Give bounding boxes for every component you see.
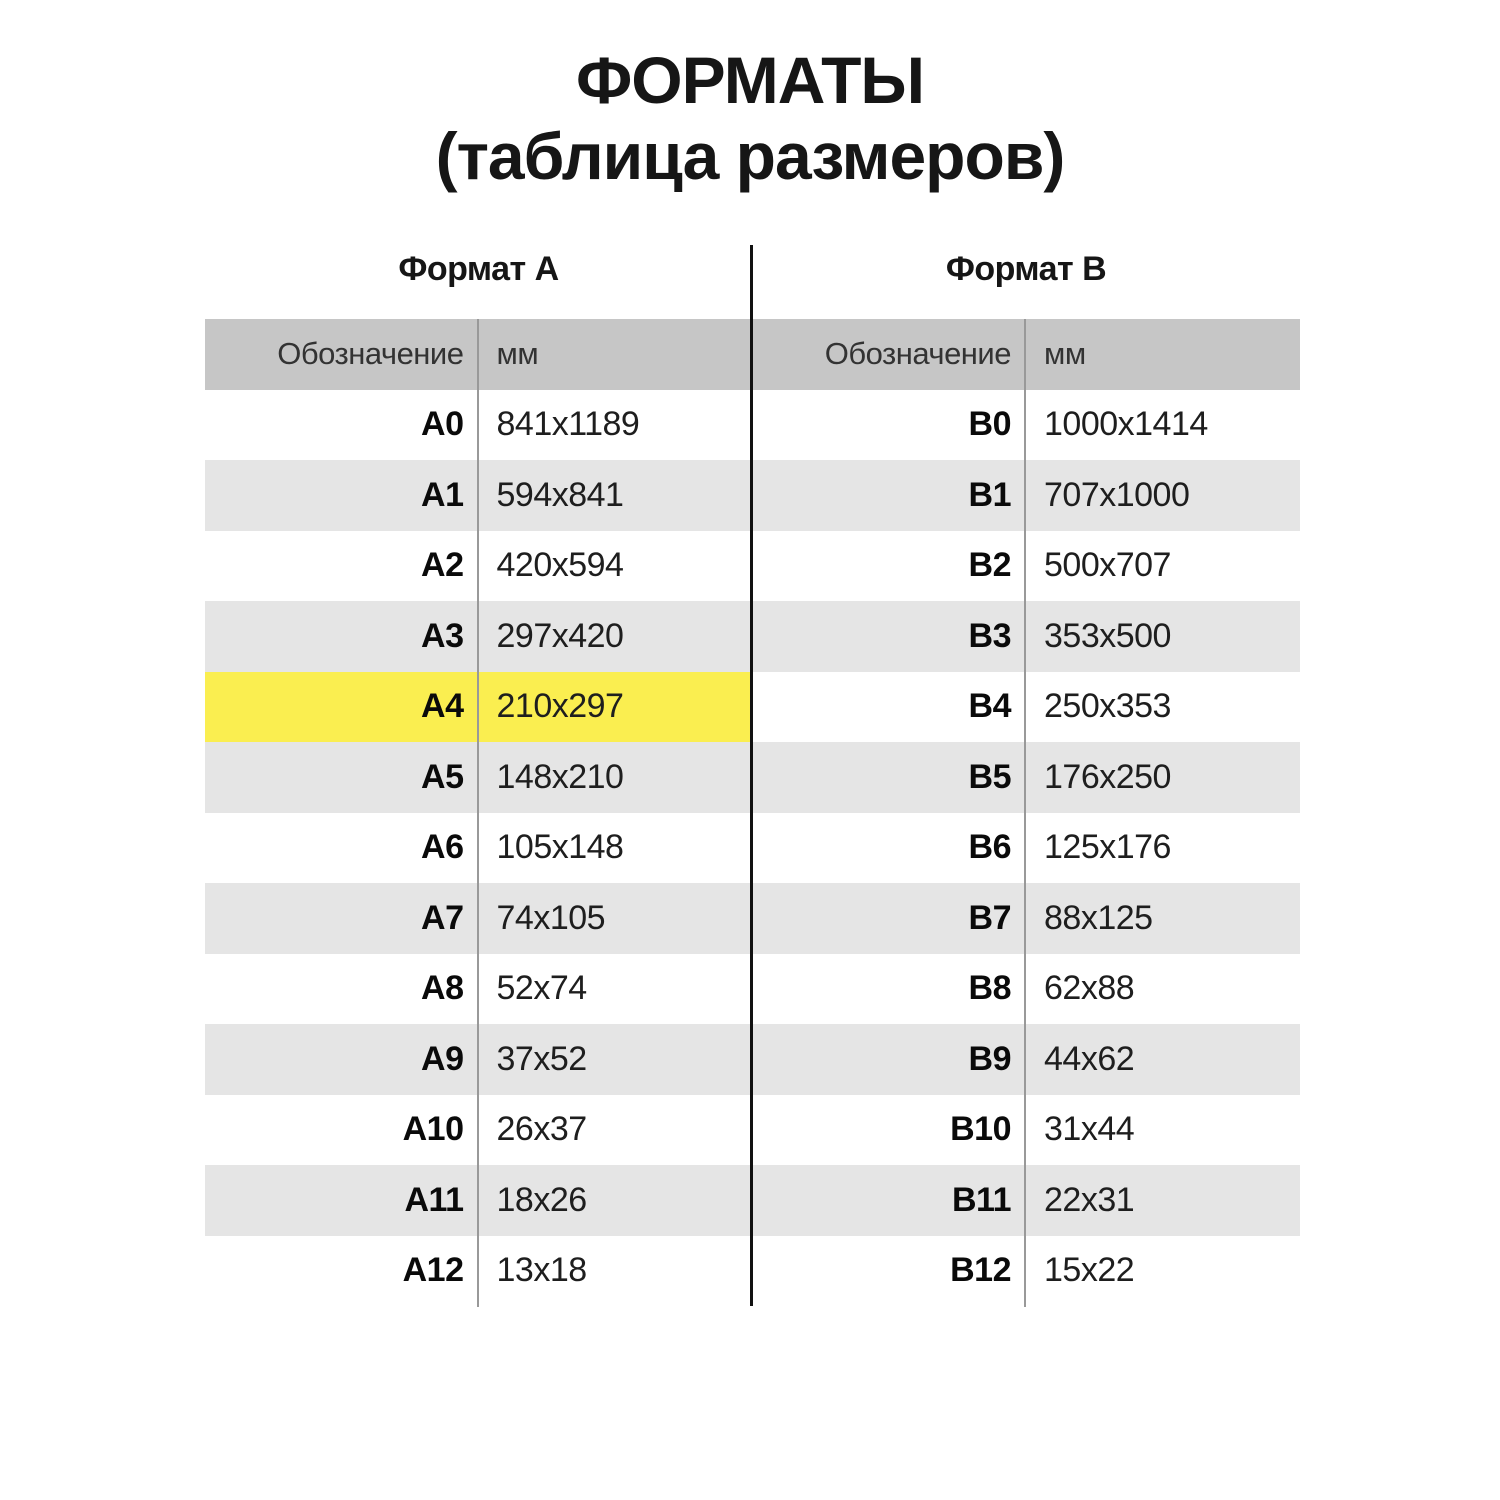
cell-designation: B7 [968, 898, 1011, 937]
cell-mm: 594x841 [496, 475, 624, 514]
cell-designation: B6 [968, 828, 1011, 867]
column-header-mm: мм [1044, 336, 1086, 372]
cell-mm: 353x500 [1044, 616, 1171, 655]
cell-designation: A8 [421, 969, 464, 1008]
table-row-B6 [752, 813, 1300, 884]
table-header-row [752, 319, 1300, 390]
cell-mm: 148x210 [496, 757, 624, 796]
cell-designation: B10 [950, 1110, 1011, 1149]
cell-mm: 250x353 [1044, 687, 1171, 726]
cell-mm: 105x148 [496, 828, 624, 867]
column-header-mm: мм [496, 336, 539, 372]
cell-designation: A1 [421, 475, 464, 514]
cell-designation: A2 [421, 546, 464, 585]
table-row-B5 [752, 742, 1300, 813]
table-row-B2 [752, 531, 1300, 602]
cell-designation: B5 [968, 757, 1011, 796]
cell-designation: B9 [968, 1039, 1011, 1078]
format-b-column-divider [1024, 319, 1026, 1307]
cell-mm: 15x22 [1044, 1251, 1135, 1290]
cell-designation: B8 [968, 969, 1011, 1008]
cell-mm: 44x62 [1044, 1039, 1135, 1078]
cell-mm: 210x297 [496, 687, 624, 726]
cell-mm: 125x176 [1044, 828, 1171, 867]
table-row-B12 [752, 1236, 1300, 1307]
cell-mm: 22x31 [1044, 1180, 1135, 1219]
cell-designation: B12 [950, 1251, 1011, 1290]
cell-mm: 841x1189 [496, 405, 640, 444]
cell-designation: B3 [968, 616, 1011, 655]
cell-designation: A7 [421, 898, 464, 937]
page-title-line1: ФОРМАТЫ [575, 43, 925, 117]
page-title [0, 42, 1500, 194]
cell-mm: 74x105 [496, 898, 606, 937]
cell-designation: A0 [421, 405, 464, 444]
cell-designation: A6 [421, 828, 464, 867]
format-b-heading: Формат B [945, 250, 1107, 288]
cell-designation: B11 [952, 1180, 1011, 1219]
table-row-B3 [752, 601, 1300, 672]
table-row-B10 [752, 1095, 1300, 1166]
table-row-B11 [752, 1165, 1300, 1236]
table-row-B8 [752, 954, 1300, 1025]
cell-designation: A5 [421, 757, 464, 796]
cell-designation: A11 [404, 1180, 464, 1219]
table-row-B9 [752, 1024, 1300, 1095]
center-divider-line [750, 245, 753, 1306]
cell-designation: A12 [402, 1251, 464, 1290]
cell-mm: 18x26 [496, 1180, 587, 1219]
cell-mm: 62x88 [1044, 969, 1135, 1008]
cell-mm: 297x420 [496, 616, 624, 655]
cell-designation: B0 [968, 405, 1011, 444]
cell-mm: 88x125 [1044, 898, 1153, 937]
cell-designation: B1 [968, 475, 1011, 514]
cell-mm: 176x250 [1044, 757, 1171, 796]
format-b-table [752, 319, 1300, 1306]
column-header-designation: Обозначение [824, 336, 1011, 372]
cell-designation: A10 [402, 1110, 464, 1149]
cell-designation: A3 [421, 616, 464, 655]
table-row-B1 [752, 460, 1300, 531]
cell-mm: 37x52 [496, 1039, 587, 1078]
page-title-line2: (таблица размеров) [435, 119, 1065, 193]
column-header-designation: Обозначение [277, 336, 464, 372]
cell-mm: 13x18 [496, 1251, 587, 1290]
cell-designation: B2 [968, 546, 1011, 585]
cell-mm: 707x1000 [1044, 475, 1190, 514]
table-row-B4 [752, 672, 1300, 743]
cell-designation: A4 [421, 687, 464, 726]
cell-designation: B4 [968, 687, 1011, 726]
cell-mm: 500x707 [1044, 546, 1171, 585]
table-row-B7 [752, 883, 1300, 954]
cell-mm: 52x74 [496, 969, 587, 1008]
format-a-column-divider [477, 319, 479, 1307]
cell-mm: 26x37 [496, 1110, 587, 1149]
cell-mm: 1000x1414 [1044, 405, 1208, 444]
cell-designation: A9 [421, 1039, 464, 1078]
cell-mm: 31x44 [1044, 1110, 1135, 1149]
table-row-B0 [752, 390, 1300, 461]
format-a-heading: Формат А [398, 250, 559, 288]
cell-mm: 420x594 [496, 546, 624, 585]
